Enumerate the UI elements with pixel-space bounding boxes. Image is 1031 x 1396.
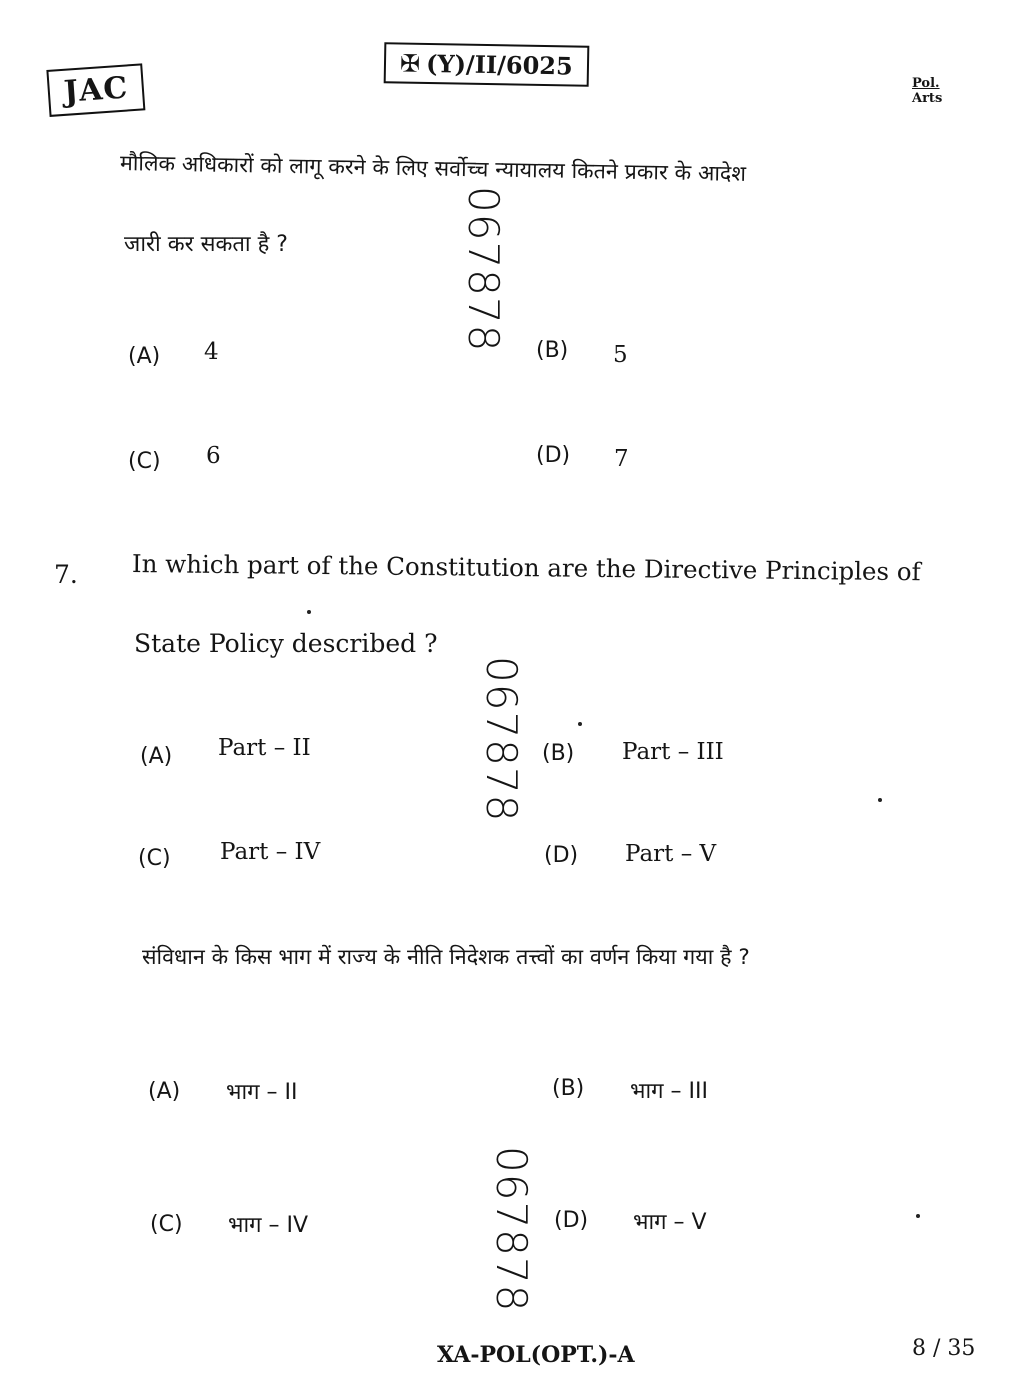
q6-option-a-label: (A) (128, 344, 161, 369)
q6-option-d-label: (D) (536, 443, 571, 468)
question6-hindi-line1: मौलिक अधिकारों को लागू करने के लिए सर्वोच्च न्यायालय कितने प्रकार के आदेश (119, 151, 747, 187)
subject-bottom: Arts (912, 91, 943, 106)
q7-option-b-value: Part – III (622, 739, 724, 765)
q7-option-a-label: (A) (140, 744, 173, 769)
q7-option-d-label: (D) (544, 843, 579, 868)
print-speck (916, 1214, 920, 1218)
q7-hi-option-d-label: (D) (554, 1208, 589, 1233)
paper-code: (Y)/II/6025 (425, 48, 573, 81)
page-number: 8 / 35 (912, 1336, 976, 1361)
question7-english-line1: In which part of the Constitution are the Directive Principles of (131, 549, 921, 587)
q7-hi-option-a-label: (A) (148, 1079, 181, 1104)
question7-english-line2: State Policy described ? (134, 629, 438, 658)
question7-hindi-line1: संविधान के किस भाग में राज्य के नीति निदेशक तत्त्वों का वर्णन किया गया है ? (142, 945, 750, 970)
q7-option-c-label: (C) (138, 846, 171, 871)
q6-option-b-value: 5 (613, 342, 628, 368)
subject-top: Pol. (912, 76, 940, 91)
q6-option-d-value: 7 (614, 446, 629, 472)
question-number: 7. (54, 560, 78, 589)
q7-option-a-value: Part – II (218, 735, 311, 761)
serial-number: 067878 (477, 656, 526, 823)
q7-hi-option-c-value: भाग – IV (228, 1213, 309, 1238)
q7-hi-option-d-value: भाग – V (633, 1210, 707, 1235)
print-speck (878, 798, 882, 802)
q7-option-c-value: Part – IV (220, 839, 321, 865)
q7-option-d-value: Part – V (625, 841, 717, 867)
q7-option-b-label: (B) (542, 741, 575, 766)
q7-hi-option-b-value: भाग – III (630, 1079, 709, 1104)
serial-number: 067878 (487, 1146, 536, 1313)
board-stamp: JAC (46, 63, 145, 117)
q7-hi-option-c-label: (C) (150, 1212, 183, 1237)
q7-hi-option-a-value: भाग – II (226, 1080, 298, 1105)
q7-hi-option-b-label: (B) (552, 1076, 585, 1101)
q6-option-c-label: (C) (128, 449, 161, 474)
question6-hindi-line2: जारी कर सकता है ? (124, 232, 288, 257)
footer-paper-code: XA-POL(OPT.)-A (437, 1342, 635, 1368)
q6-option-c-value: 6 (206, 443, 221, 469)
q6-option-a-value: 4 (204, 339, 219, 365)
print-speck (307, 610, 311, 614)
q6-option-b-label: (B) (536, 338, 569, 363)
subject-mark (912, 76, 942, 106)
serial-number: 067878 (459, 186, 508, 353)
cross-icon: ✠ (399, 49, 421, 78)
print-speck (578, 722, 582, 726)
paper-code-box (384, 42, 589, 87)
